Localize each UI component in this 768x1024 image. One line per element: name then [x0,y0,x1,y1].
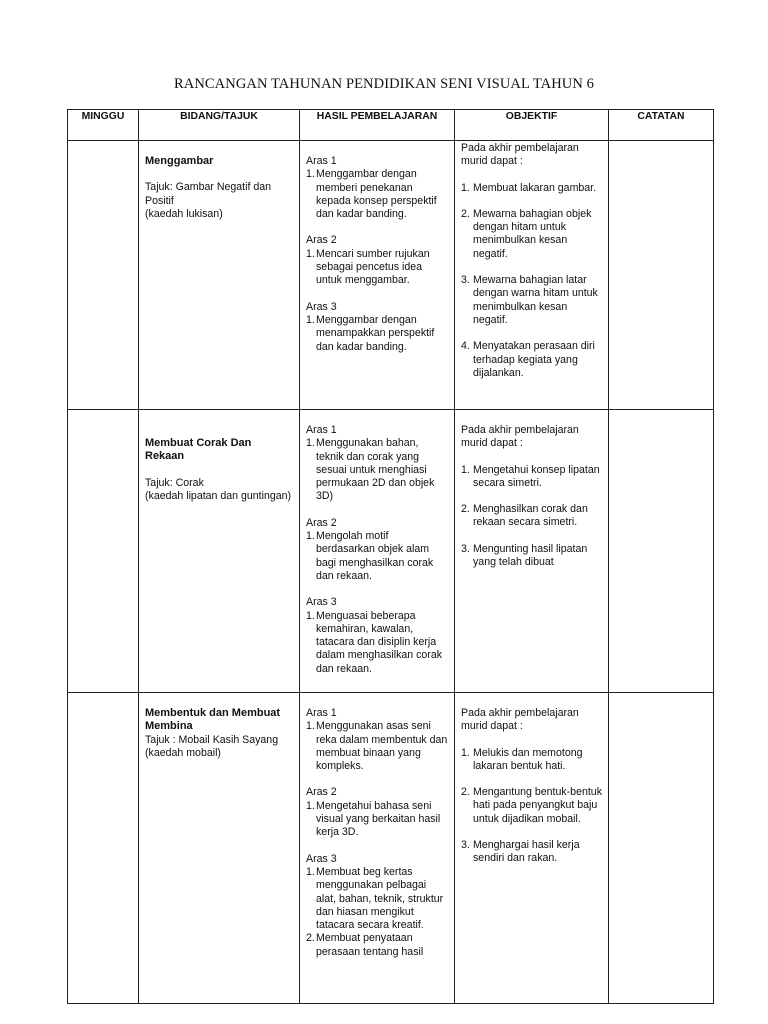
hasil-cell [300,141,455,410]
bidang-title: Membuat Corak Dan Rekaan [145,437,252,463]
bidang-cell [139,693,300,1004]
objektif-intro: Pada akhir pembelajaran murid dapat : [461,142,579,168]
header-hasil: HASIL PEMBELAJARAN [300,110,455,141]
objektif-item: 1. Mengetahui konsep lipatan secara simetri. [461,463,600,489]
header-minggu: MINGGU [68,110,139,141]
bidang-title: Membentuk dan Membuat Membina [145,707,281,733]
header-bidang: BIDANG/TAJUK [139,110,300,141]
objektif-item: 3. Mewarna bahagian latar dengan warna hitam untuk menimbulkan kesan negatif. [461,274,598,326]
aras-label: Aras 2 [306,786,337,799]
objektif-item: 2. Mengantung bentuk-bentuk hati pada penyangkut baju untuk dijadikan mobail. [461,786,602,825]
header-catatan: CATATAN [609,110,714,141]
objektif-item: 4. Menyatakan perasaan diri terhadap kegiata yang dijalankan. [461,340,595,379]
hasil-item: 1. Menguasai beberapa kemahiran, kawalan, tatacara dan disiplin kerja dalam menghasilkan corak dan rekaan. [306,609,443,675]
aras-label: Aras 1 [306,424,337,436]
objektif-item: 1. Membuat lakaran gambar. [461,181,597,194]
hasil-item: 1. Menggambar dengan menampakkan perspektif dan kadar banding. [306,313,435,353]
minggu-cell [68,693,139,1004]
aras-label: Aras 2 [306,234,337,247]
aras-label: Aras 3 [306,300,337,313]
hasil-item: 1. Mencari sumber rujukan sebagai pencetus idea untuk menggambar. [306,247,430,287]
tajuk-text: Tajuk: Corak [145,476,204,489]
objektif-item: 2. Menghasilkan corak dan rekaan secara simetri. [461,503,588,529]
bidang-title: Menggambar [145,155,214,167]
aras-label: Aras 2 [306,516,337,529]
tajuk-text: Tajuk : Mobail Kasih Sayang [145,733,279,746]
table-row [68,693,714,1004]
table-row [68,141,714,410]
catatan-cell [609,410,714,693]
objektif-cell [455,141,609,410]
objektif-item: 1. Melukis dan memotong lakaran bentuk hati. [461,746,583,772]
aras-label: Aras 1 [306,707,337,719]
kaedah-text: (kaedah mobail) [145,746,221,759]
objektif-item: 2. Mewarna bahagian objek dengan hitam untuk menimbulkan kesan negatif. [461,207,592,260]
objektif-item: 3. Mengunting hasil lipatan yang telah dibuat [461,542,588,569]
catatan-cell [609,693,714,1004]
objektif-item: 3. Menghargai hasil kerja sendiri dan rakan. [461,839,580,865]
objektif-intro: Pada akhir pembelajaran murid dapat : [461,707,579,733]
hasil-item: 1. Menggunakan bahan, teknik dan corak yang sesuai untuk menghiasi permukaan 2D dan objek 3D) [306,437,435,503]
header-objektif: OBJEKTIF [455,110,609,141]
hasil-cell [300,693,455,1004]
table-row [68,410,714,693]
minggu-cell [68,410,139,693]
objektif-intro: Pada akhir pembelajaran murid dapat : [461,424,579,450]
bidang-cell [139,410,300,693]
objektif-cell [455,693,609,1004]
tajuk-text: Tajuk: Gambar Negatif dan Positif [145,181,272,207]
hasil-item: 1. Mengolah motif berdasarkan objek alam bagi menghasilkan corak dan rekaan. [306,530,434,582]
minggu-cell [68,141,139,410]
bidang-cell [139,141,300,410]
hasil-item: 1. Mengetahui bahasa seni visual yang berkaitan hasil kerja 3D. [306,799,441,839]
rancangan-table [67,109,714,1004]
page-title: RANCANGAN TAHUNAN PENDIDIKAN SENI VISUAL TAHUN 6 [173,76,595,92]
hasil-item: 1. Membuat beg kertas menggunakan pelbagai alat, bahan, teknik, struktur dan hiasan mengikut tatacara secara kreatif. [306,865,444,932]
hasil-item: 1. Menggambar dengan memberi penekanan kepada konsep perspektif dan kadar banding. [306,168,437,221]
kaedah-text: (kaedah lipatan dan guntingan) [145,489,292,502]
kaedah-text: (kaedah lukisan) [145,207,223,220]
hasil-item: 2. Membuat penyataan perasaan tentang hasil [306,932,424,958]
hasil-item: 1. Menggunakan asas seni reka dalam membentuk dan membuat binaan yang kompleks. [306,720,448,773]
hasil-cell [300,410,455,693]
aras-label: Aras 1 [306,155,337,167]
header-row [68,110,714,141]
catatan-cell [609,141,714,410]
aras-label: Aras 3 [306,596,337,609]
objektif-cell [455,410,609,693]
aras-label: Aras 3 [306,852,337,865]
